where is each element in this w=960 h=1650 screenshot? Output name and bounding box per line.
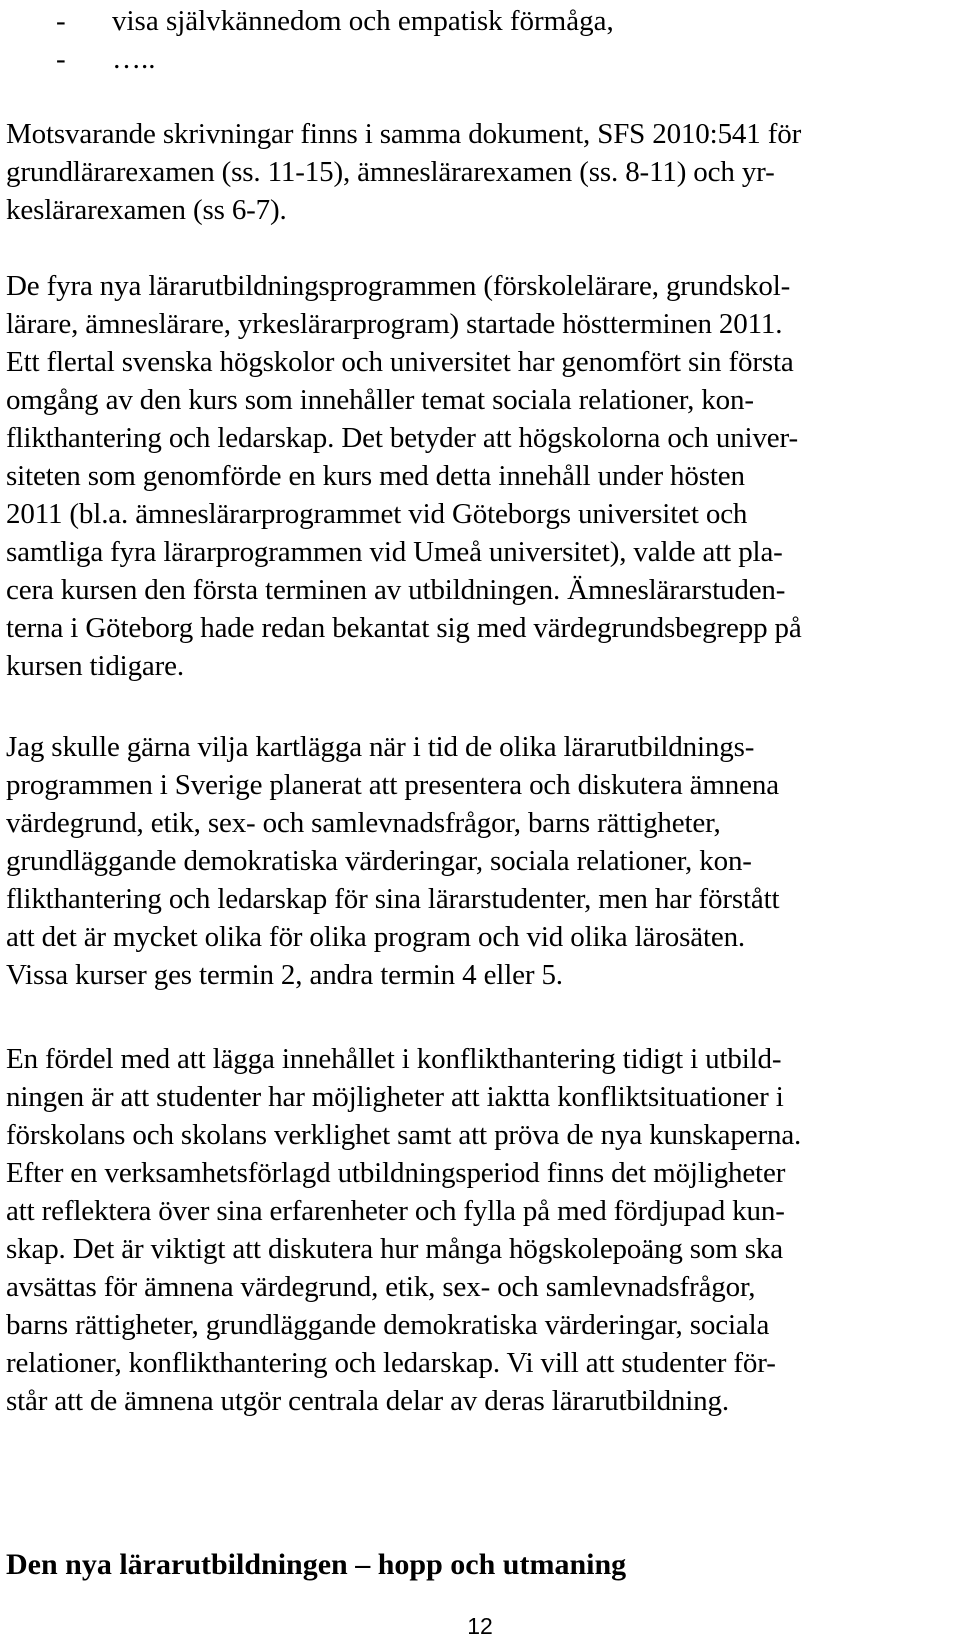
list-item <box>0 2 940 40</box>
text-line: samtliga fyra lärarprogrammen vid Umeå universitet), valde att pla- <box>6 536 783 568</box>
bullet-dash: - <box>56 43 66 75</box>
bullet-text: ….. <box>112 43 156 75</box>
paragraph-advantage-early <box>0 1040 801 1420</box>
list-item <box>0 40 940 78</box>
text-line: 2011 (bl.a. ämneslärarprogrammet vid Göteborgs universitet och <box>6 498 748 530</box>
text-line: En fördel med att lägga innehållet i konflikthantering tidigt i utbild- <box>6 1043 782 1075</box>
text-line: Efter en verksamhetsförlagd utbildningsperiod finns det möjligheter <box>6 1157 786 1189</box>
text-line: programmen i Sverige planerat att presentera och diskutera ämnena <box>6 769 779 801</box>
page-number: 12 <box>467 1613 493 1639</box>
text-line: står att de ämnena utgör centrala delar av deras lärarutbildning. <box>6 1385 729 1417</box>
text-line: barns rättigheter, grundläggande demokratiska värderingar, sociala <box>6 1309 770 1341</box>
text-line: siteten som genomförde en kurs med detta innehåll under hösten <box>6 460 745 492</box>
text-line: grundläggande demokratiska värderingar, sociala relationer, kon- <box>6 845 752 877</box>
text-line: keslärarexamen (ss 6-7). <box>6 194 287 226</box>
text-line: grundlärarexamen (ss. 11-15), ämneslärarexamen (ss. 8-11) och yr- <box>6 156 775 188</box>
text-line: lärare, ämneslärare, yrkeslärarprogram) startade höstterminen 2011. <box>6 308 783 340</box>
text-line: Jag skulle gärna vilja kartlägga när i tid de olika lärarutbildnings- <box>6 731 755 763</box>
section-heading: Den nya lärarutbildningen – hopp och utmaning <box>6 1548 627 1581</box>
text-line: att reflektera över sina erfarenheter och fylla på med fördjupad kun- <box>6 1195 785 1227</box>
text-line: Ett flertal svenska högskolor och universitet har genomfört sin första <box>6 346 794 378</box>
paragraph-sfs-references <box>0 115 801 229</box>
text-line: relationer, konflikthantering och ledarskap. Vi vill att studenter för- <box>6 1347 776 1379</box>
text-line: Vissa kurser ges termin 2, andra termin 4 eller 5. <box>6 959 563 991</box>
text-line: förskolans och skolans verklighet samt att pröva de nya kunskaperna. <box>6 1119 802 1151</box>
text-line: terna i Göteborg hade redan bekantat sig med värdegrundsbegrepp på <box>6 612 802 644</box>
text-line: cera kursen den första terminen av utbildningen. Ämneslärarstuden- <box>6 574 786 606</box>
bullet-dash: - <box>56 5 66 37</box>
text-line: ningen är att studenter har möjligheter att iaktta konfliktsituationer i <box>6 1081 784 1113</box>
text-line: avsättas för ämnena värdegrund, etik, sex- och samlevnadsfrågor, <box>6 1271 756 1303</box>
text-line: flikthantering och ledarskap. Det betyder att högskolorna och univer- <box>6 422 798 454</box>
paragraph-mapping-timing <box>0 728 779 994</box>
bullet-list <box>0 2 940 78</box>
text-line: De fyra nya lärarutbildningsprogrammen (förskolelärare, grundskol- <box>6 270 791 302</box>
text-line: skap. Det är viktigt att diskutera hur många högskolepoäng som ska <box>6 1233 783 1265</box>
text-line: att det är mycket olika för olika program och vid olika lärosäten. <box>6 921 746 953</box>
text-line: värdegrund, etik, sex- och samlevnadsfrågor, barns rättigheter, <box>6 807 721 839</box>
paragraph-new-programmes <box>0 267 802 685</box>
text-line: flikthantering och ledarskap för sina lärarstudenter, men har förstått <box>6 883 780 915</box>
text-line: omgång av den kurs som innehåller temat sociala relationer, kon- <box>6 384 754 416</box>
text-line: kursen tidigare. <box>6 650 184 682</box>
text-line: Motsvarande skrivningar finns i samma dokument, SFS 2010:541 för <box>6 118 802 150</box>
bullet-text: visa självkännedom och empatisk förmåga, <box>112 5 614 37</box>
